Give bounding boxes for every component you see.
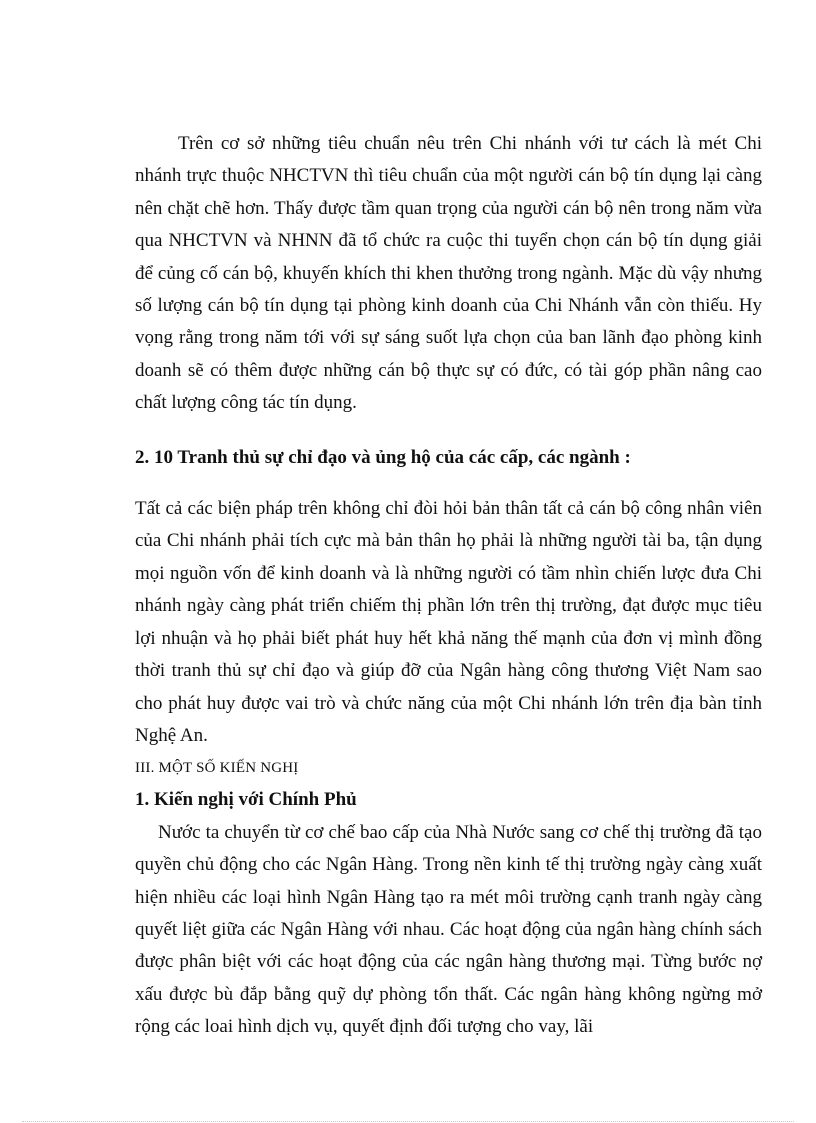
heading-section-2-10: 2. 10 Tranh thủ sự chỉ đạo và ủng hộ của các cấp, các ngành : — [135, 446, 631, 468]
heading-section-iii: III. MỘT SỐ KIẾN NGHỊ — [135, 760, 299, 777]
page-bottom-divider — [22, 1121, 794, 1122]
spacer — [135, 420, 762, 442]
paragraph-credit-staff-standards: Trên cơ sở những tiêu chuẩn nêu trên Chi nhánh với tư cách là mét Chi nhánh trực thuộc NHCTVN thì tiêu chuẩn của một người cán bộ tín dụng lại càng nên chặt chẽ hơn. Thấy được tầm quan trọng của người cán bộ nên trong năm vừa qua NHCTVN và NHNN đã tổ chức ra cuộc thi tuyển chọn cán bộ tín dụng giải để củng cố cán bộ, khuyến khích thi khen thưởng trong ngành. Mặc dù vậy nhưng số lượng cán bộ tín dụng tại phòng kinh doanh của Chi Nhánh vẫn còn thiếu. Hy vọng rằng trong năm tới với sự sáng suốt lựa chọn của ban lãnh đạo phòng kinh doanh sẽ có thêm được những cán bộ thực sự có đức, có tài góp phần nâng cao chất lượng công tác tín dụng. — [135, 133, 762, 414]
page-content — [135, 128, 762, 1044]
paragraph-market-mechanism: Nước ta chuyển từ cơ chế bao cấp của Nhà Nước sang cơ chế thị trường đã tạo quyền chủ động cho các Ngân Hàng. Trong nền kinh tế thị trường ngày càng xuất hiện nhiều các loại hình Ngân Hàng tạo ra mét môi trường cạnh tranh ngày càng quyết liệt giữa các Ngân Hàng với nhau. Các hoạt động của ngân hàng chính sách được phân biệt với các hoạt động của các ngân hàng thương mại. Từng bước nợ xấu được bù đắp bằng quỹ dự phòng tổn thất. Các ngân hàng không ngừng mở rộng các loai hình dịch vụ, quyết định đối tượng cho vay, lãi — [135, 821, 762, 1038]
heading-recommendation-government: 1. Kiến nghị với Chính Phủ — [135, 789, 357, 811]
spacer — [135, 474, 762, 493]
paragraph-leadership-support: Tất cả các biện pháp trên không chỉ đòi hỏi bản thân tất cả cán bộ công nhân viên của Chi nhánh phải tích cực mà bản thân họ phải là những người tài ba, tận dụng mọi nguồn vốn để kinh doanh và là những người có tầm nhìn chiến lược đưa Chi nhánh ngày càng phát triển chiếm thị phần lớn trên thị trường, đạt được mục tiêu lợi nhuận và họ phải biết phát huy hết khả năng thế mạnh của đơn vị mình đồng thời tranh thủ sự chỉ đạo và giúp đỡ của Ngân hàng công thương Việt Nam sao cho phát huy được vai trò và chức năng của một Chi nhánh lớn trên địa bàn tỉnh Nghệ An. — [135, 498, 762, 746]
